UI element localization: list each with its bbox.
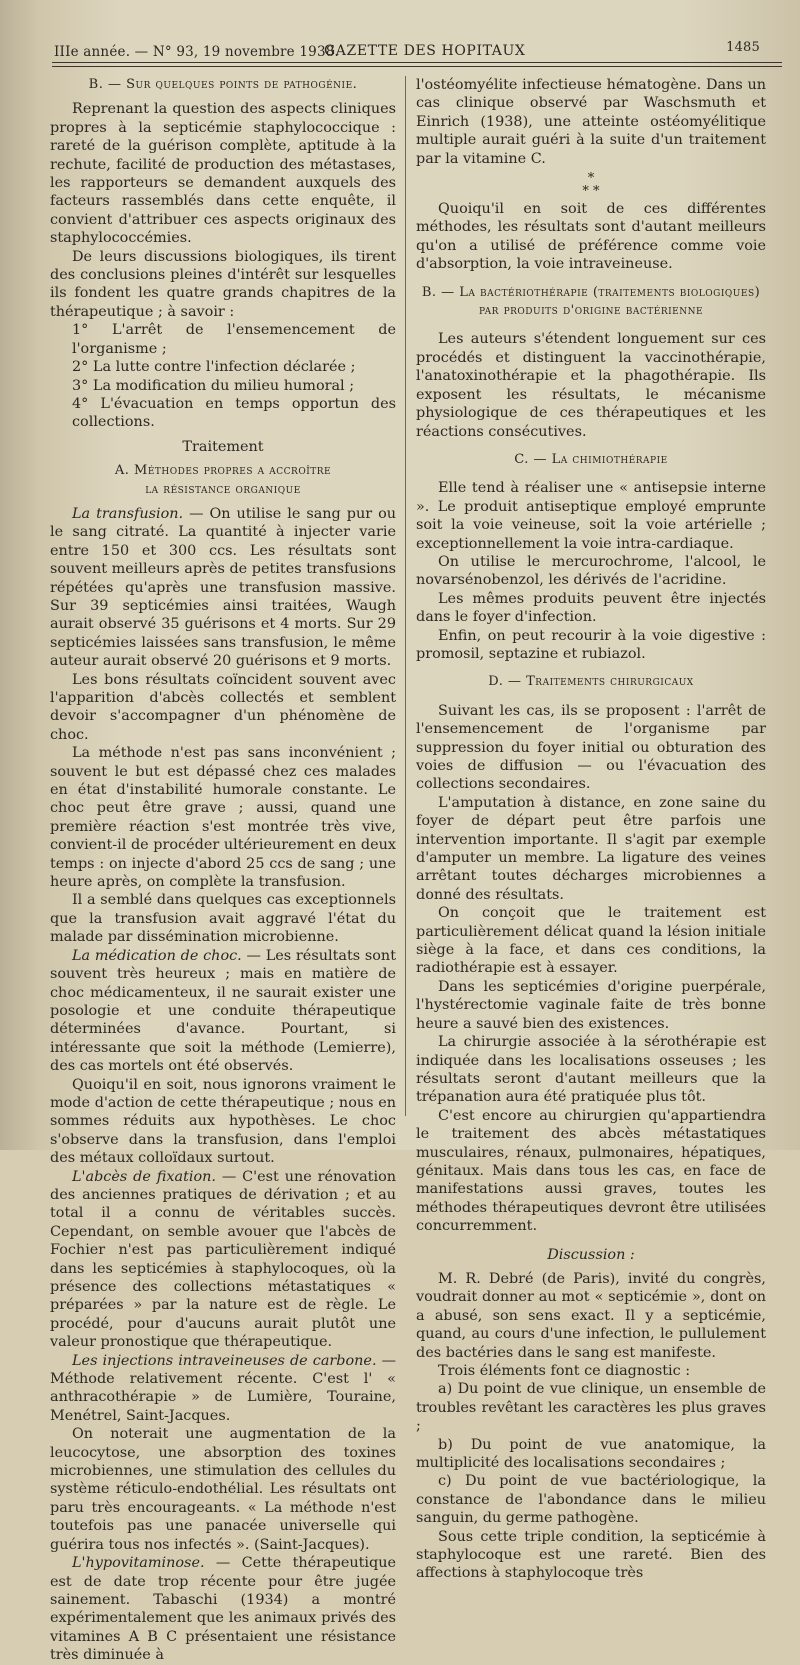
paragraph: Trois éléments font ce diagnostic : (438, 1363, 691, 1379)
discussion-heading (416, 1246, 766, 1264)
paragraph: Les bons résultats coïncident souvent avec l'apparition d'abcès collectés et semblent devoir s'accompagner d'un phénomène de choc. (50, 671, 396, 743)
paragraph: La méthode n'est pas sans inconvénient ; souvent le but est dépassé chez ces malades en état d'instabilité humorale constante. Le choc peut être grave ; aussi, quand une première réaction s'est montrée très vive, convient-il de procéder ultérieurement en deux temps : on injecte d'abord 25 ccs de sang ; une heure après, on complète la transfusion. (50, 745, 396, 891)
paragraph: Quoiqu'il en soit, nous ignorons vraiment le mode d'action de cette thérapeutique ; nous en sommes réduits aux hypothèses. Le choc s'observe dans la transfusion, dans l'emploi des métaux colloïdaux surtout. (50, 1076, 396, 1167)
paragraph-text: — Les résultats sont souvent très heureux ; mais en matière de choc médicamenteux, il ne saurait exister une posologie et une conduite thérapeutique déterminées d'avance. Pourtant, si intéressante que soit la méthode (Lemierre), des cas mortels ont été observés. (50, 947, 396, 1075)
paragraph: b) Du point de vue anatomique, la multiplicité des localisations secondaires ; (416, 1436, 766, 1472)
paragraph: Suivant les cas, ils se proposent : l'arrêt de l'ensemencement de l'organisme par suppression du foyer initial ou obturation des voies de diffusion — ou l'évacuation des collections secondaires. (416, 702, 766, 793)
therapy-chapters-list (50, 321, 396, 431)
right-column (416, 76, 766, 1583)
subsection-title-a-line2: la résistance organique (145, 481, 301, 497)
paragraph: L'amputation à distance, en zone saine du foyer de départ peut être parfois une intervention importante. Il s'agit par exemple d'amputer un membre. La ligature des veines arrêtant toutes décharges microbiennes a donné des résultats. (416, 794, 766, 903)
paragraph: c) Du point de vue bactériologique, la constance de l'abondance dans le milieu sanguin, du germe pathogène. (416, 1473, 766, 1527)
section-title-pathogenie: B. — Sur quelques points de pathogénie. (88, 77, 358, 92)
paragraph: Il a semblé dans quelques cas exceptionnels que la transfusion avait aggravé l'état du malade par dissémination microbienne. (50, 892, 396, 946)
paragraph: Les mêmes produits peuvent être injectés dans le foyer d'infection. (416, 590, 766, 626)
list-item: 3° La modification du milieu humoral ; (72, 377, 355, 394)
paragraph: On conçoit que le traitement est particulièrement délicat quand la lésion initiale siège à la face, et dans ces conditions, la radiothérapie est à essayer. (416, 905, 766, 977)
subsection-title-c: C. — La chimiothérapie (514, 451, 668, 467)
paragraph-text: — On utilise le sang pur ou le sang citraté. La quantité à injecter varie entre 150 et 300 ccs. Les résultats sont souvent meilleurs après de petites transfusions répétées qu'après une transfusion massive. Sur 39 septicémies ainsi traitées, Waugh aurait observé 35 guérisons et 4 morts. Sur 29 septicémies laissées sans transfusion, le même auteur aurait observé 20 guérisons et 9 morts. (50, 505, 397, 670)
run-in-heading: La médication de choc. (72, 947, 242, 964)
run-in-heading: La transfusion. (72, 505, 184, 522)
paragraph-text: — C'est une rénovation des anciennes pratiques de dérivation ; et au total il a connu de véritables succès. Cependant, on semble avouer que l'abcès de Fochier n'est pas particulièrement indiqué dans les septicémies à staphylocoques, où la présence des collections métastatiques « préparées » par la nature est de règle. Le procédé, pour d'aucuns aurait plutôt une valeur pronostique que thérapeutique. (50, 1168, 396, 1351)
paragraph-abces (50, 1168, 396, 1352)
paragraph: M. R. Debré (de Paris), invité du congrès, voudrait donner au mot « septicémie », dont on a abusé, son sens exact. Il y a septicémie, quand, au cours d'une infection, le pullulement des bactéries dans le sang est manifeste. (416, 1270, 766, 1361)
paragraph: Dans les septicémies d'origine puerpérale, l'hystérectomie vaginale faite de très bonne heure a sauvé bien des existences. (416, 978, 766, 1032)
paragraph: Quoiqu'il en soit de ces différentes méthodes, les résultats sont d'autant meilleurs qu'on a utilisé de préférence comme voie d'absorption, la voie intraveineuse. (416, 201, 766, 273)
paragraph: Elle tend à réaliser une « antisepsie interne ». Le produit antiseptique employé emprunte soit la voie veineuse, soit la voie artérielle ; exceptionnellement la voie intra-cardiaque. (416, 480, 766, 552)
paragraph-text: — Méthode relativement récente. C'est l' « anthracothérapie » de Lumière, Touraine, Menétrel, Saint-Jacques. (50, 1352, 396, 1424)
run-in-heading: L'hypovitaminose. (72, 1555, 205, 1572)
list-item: 2° La lutte contre l'infection déclarée ; (72, 359, 356, 376)
paragraph-transfusion (50, 505, 396, 671)
run-in-heading: Les injections intraveineuses de carbone. (72, 1352, 377, 1369)
discussion-heading-text: Discussion : (547, 1246, 635, 1263)
page-number: 1485 (726, 40, 760, 55)
paragraph: Enfin, on peut recourir à la voie digestive : promosil, septazine et rubiazol. (416, 627, 766, 662)
paragraph-injections (50, 1352, 396, 1426)
paragraph: Reprenant la question des aspects cliniques propres à la septicémie staphylococcique : rareté de la guérison complète, aptitude à la rechute, facilité de production des métastases, les rapporteurs se demandent auxquels des facteurs rassemblés dans cette enquête, il convient d'attribuer ces aspects originaux des staphylococcémies. (50, 101, 396, 247)
paragraph-hypovitaminose (50, 1554, 396, 1664)
list-item: 1° L'arrêt de l'ensemencement de l'organisme ; (72, 322, 396, 357)
list-item: 4° L'évacuation en temps opportun des collections. (72, 395, 396, 431)
subsection-title-d: D. — Traitements chirurgicaux (488, 674, 694, 690)
paragraph: C'est encore au chirurgien qu'appartiendra le traitement des abcès métastatiques musculaires, rénaux, pulmonaires, hépatiques, génitaux. Mais dans tous les cas, en face de manifestations aussi graves, toutes les méthodes thérapeutiques devront être utilisées concurremment. (416, 1107, 766, 1235)
paragraph: l'ostéomyélite infectieuse hématogène. Dans un cas clinique observé par Waschsmuth et Einrich (1938), une atteinte ostéomyélitique multiple aurait guéri à la suite d'un traitement par la vitamine C. (416, 77, 766, 167)
section-title-traitement: Traitement (182, 438, 264, 455)
paragraph: Les auteurs s'étendent longuement sur ces procédés et distinguent la vaccinothérapie, l'anatoxinothérapie et la phagothérapie. Ils exposent les résultats, le mécanisme physiologique de ces thérapeutiques et les réactions consécutives. (416, 331, 766, 440)
paragraph: On noterait une augmentation de la leucocytose, une absorption des toxines microbiennes, une stimulation des cellules du système réticulo-endothélial. Les résultats ont paru très encourageants. « La méthode n'est toutefois pas une panacée universelle qui guérira tous nos infectés ». (Saint-Jacques). (50, 1426, 396, 1553)
left-column (50, 76, 396, 1665)
subsection-title-b-line2: par produits d'origine bactérienne (478, 303, 704, 319)
running-header (54, 40, 766, 62)
header-rule-top (52, 62, 782, 63)
journal-title: GAZETTE DES HOPITAUX (324, 43, 526, 59)
section-separator-stars: * * * (582, 171, 600, 200)
run-in-heading: L'abcès de fixation. (72, 1168, 216, 1185)
subsection-title-a-line1: A. Méthodes propres a accroître (114, 463, 332, 479)
paragraph: La chirurgie associée à la sérothérapie est indiquée dans les localisations osseuses ; les résultats seront d'autant meilleurs que la trépanation aura été pratiquée plus tôt. (416, 1034, 766, 1106)
issue-info: IIIe année. — N° 93, 19 novembre 1938. (54, 44, 340, 60)
header-rule-bottom (52, 66, 782, 67)
subsection-title-b-line1: B. — La bactériothérapie (traitements biologiques) (421, 284, 761, 300)
paragraph-text: — Cette thérapeutique est de date trop récente pour être jugée sainement. Tabaschi (1934) a montré expérimentalement que les animaux privés des vitamines A B C présentaient une résistance très diminuée à (50, 1555, 396, 1664)
column-divider (405, 76, 406, 1116)
paragraph: Sous cette triple condition, la septicémie à staphylocoque est une rareté. Bien des affections à staphylocoque très (416, 1528, 766, 1582)
paragraph: On utilise le mercurochrome, l'alcool, le novarsénobenzol, les dérivés de l'acridine. (416, 553, 766, 589)
paragraph-choc (50, 947, 396, 1076)
paragraph: De leurs discussions biologiques, ils tirent des conclusions pleines d'intérêt sur lesquelles ils fondent les quatre grands chapitres de la thérapeutique ; à savoir : (50, 248, 396, 320)
paragraph: a) Du point de vue clinique, un ensemble de troubles revêtant les caractères les plus graves ; (416, 1381, 766, 1435)
